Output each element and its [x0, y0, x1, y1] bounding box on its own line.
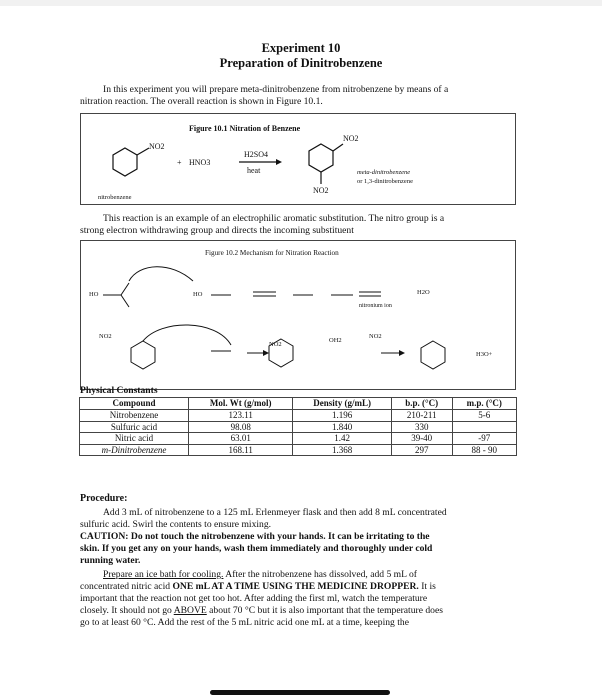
cell: 88 - 90: [452, 444, 516, 456]
table-header-row: [80, 398, 517, 410]
water-label: H2O: [417, 289, 430, 296]
cell: -97: [452, 433, 516, 445]
cell: 123.11: [189, 410, 293, 422]
page-subtitle: Preparation of Dinitrobenzene: [219, 56, 383, 70]
reactant-benzene-ring: [113, 148, 137, 176]
cell: Nitrobenzene: [80, 410, 189, 422]
table-row: [80, 444, 517, 456]
cell: 5-6: [452, 410, 516, 422]
constants-table: [79, 397, 517, 456]
procedure-line-6: closely. It should not go ABOVE about 70 °C but it is also important that the temperature does: [80, 605, 443, 616]
product-name-2: or 1,3-dinitrobenzene: [357, 178, 413, 185]
product-no2-top: NO2: [343, 134, 359, 143]
cell: 1.196: [293, 410, 392, 422]
catalyst-label: H2SO4: [244, 150, 269, 159]
cell: 1.840: [293, 421, 392, 433]
table-row: [80, 421, 517, 433]
ho-label-2: HO: [193, 291, 203, 298]
mechanism-line-2: strong electron withdrawing group and directs the incoming substituent: [80, 225, 354, 236]
mechanism-line-1: This reaction is an example of an electrophilic aromatic substitution. The nitro group is a: [103, 213, 445, 224]
procedure-line-2: sulfuric acid. Swirl the contents to ensure mixing.: [80, 519, 272, 530]
h3o-label: H3O+: [476, 351, 493, 358]
table-row: [80, 410, 517, 422]
figure-10-1: [80, 113, 516, 205]
ring-product: [421, 341, 445, 369]
cell: 168.11: [189, 444, 293, 456]
oh2-label: OH2: [329, 337, 342, 344]
hno3-label: HNO3: [189, 158, 211, 167]
col-molwt: Mol. Wt (g/mol): [189, 398, 293, 410]
ho-label: HO: [89, 291, 99, 298]
cell: 1.368: [293, 444, 392, 456]
top-strip: [0, 0, 602, 6]
figure-2-diagram: [81, 241, 517, 391]
reactant-no2: NO2: [149, 142, 165, 151]
cell: 330: [391, 421, 452, 433]
caution-line-2: skin. If you get any on your hands, wash them immediately and thoroughly under cold: [80, 543, 433, 554]
intro-line-1: In this experiment you will prepare meta-dinitrobenzene from nitrobenzene by means of a: [103, 84, 449, 95]
cell: 39-40: [391, 433, 452, 445]
home-indicator[interactable]: [210, 690, 390, 695]
col-compound: Compound: [80, 398, 189, 410]
no2-mid: NO2: [269, 341, 282, 348]
cell: 210-211: [391, 410, 452, 422]
product-no2-bottom: NO2: [313, 186, 329, 195]
figure-10-2: [80, 240, 516, 390]
product-benzene-ring: [309, 144, 333, 172]
cell: 1.42: [293, 433, 392, 445]
cell: [452, 421, 516, 433]
table-row: [80, 433, 517, 445]
page-title: Experiment 10: [261, 41, 341, 55]
procedure-line-5: important that the reaction not get too hot. After adding the first ml, watch the temperature: [80, 593, 428, 604]
caution-line-3: running water.: [80, 555, 141, 566]
procedure-heading: Procedure:: [80, 493, 128, 504]
procedure-line-4: concentrated nitric acid ONE mL AT A TIME USING THE MEDICINE DROPPER. It is: [80, 581, 436, 592]
procedure-line-1: Add 3 mL of nitrobenzene to a 125 mL Erlenmeyer flask and then add 8 mL concentrated: [103, 507, 447, 518]
col-bp: b.p. (°C): [391, 398, 452, 410]
no2-left: NO2: [99, 333, 112, 340]
col-density: Density (g/mL): [293, 398, 392, 410]
product-name-1: meta-dinitrobenzene: [357, 169, 411, 176]
cell: m-Dinitrobenzene: [80, 444, 189, 456]
cell: 63.01: [189, 433, 293, 445]
no2-right: NO2: [369, 333, 382, 340]
col-mp: m.p. (°C): [452, 398, 516, 410]
nitronium-label: nitronium ion: [359, 303, 392, 309]
procedure-line-3: Prepare an ice bath for cooling. After the nitrobenzene has dissolved, add 5 mL of: [103, 569, 418, 580]
constants-heading: Physical Constants: [80, 385, 158, 396]
cell: 297: [391, 444, 452, 456]
figure-2-caption: Figure 10.2 Mechanism for Nitration Reaction: [205, 249, 339, 257]
figure-1-diagram: [81, 114, 517, 206]
cell: Sulfuric acid: [80, 421, 189, 433]
caution-line-1: CAUTION: Do not touch the nitrobenzene with your hands. It can be irritating to the: [80, 531, 430, 542]
ring-left: [131, 341, 155, 369]
intro-line-2: nitration reaction. The overall reaction is shown in Figure 10.1.: [80, 96, 323, 107]
cell: Nitric acid: [80, 433, 189, 445]
reactant-name: nitrobenzene: [98, 194, 132, 201]
condition-label: heat: [247, 166, 261, 175]
figure-1-caption: Figure 10.1 Nitration of Benzene: [189, 124, 301, 133]
plus-sign: +: [177, 158, 182, 167]
cell: 98.08: [189, 421, 293, 433]
procedure-line-7: go to at least 60 °C. Add the rest of the 5 mL nitric acid one mL at a time, keeping the: [80, 617, 409, 628]
